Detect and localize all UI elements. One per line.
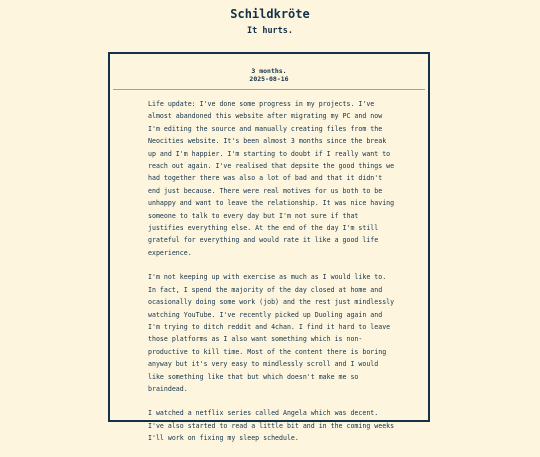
post-paragraph-1: Life update: I've done some progress in my projects. I've almost abandoned this website after migrating my PC and now I'm editing the source and manually creating files from the Neocities website. It's been almost 3 months since the break up and I'm happier. I'm starting to doubt if I really want to reach out again. I've realised that depsite the good things we had together there was also a lot of bad and that it didn't end just because. There were real motives for us both to be unhappy and want to leave the relationship. It was nice having someone to talk to every day but I'm not sure if that justifies everything else. At the end of the day I'm still grateful for everything and would rate it like a good life experience. (148, 100, 395, 257)
post-paragraph-3: I watched a netflix series called Angela which was decent. I've also started to read a little bit and in the coming weeks I'll work on fixing my sleep schedule. (148, 409, 395, 443)
site-title: Schildkröte (230, 7, 310, 21)
blog-post (108, 52, 430, 443)
post-divider (113, 89, 425, 90)
post-date: 2025-08-16 (249, 75, 289, 83)
site-subtitle: It hurts. (246, 26, 294, 36)
post-paragraph-2: I'm not keeping up with exercise as much as I would like to. In fact, I spend the majority of the day closed at home and ocasionally doing some work (job) and the rest just mindlessly watching YouTube. I've recently picked up Duoling again and I'm trying to ditch reddit and 4chan. I find it hard to leave those platforms as I also want something which is non-productive to kill time. Most of the content there is boring anyway but it's very easy to mindlessly scroll and I would like something like that but which doesn't make me so braindead. (148, 273, 395, 393)
post-heading: 3 months. (251, 67, 287, 75)
post-body (148, 98, 398, 457)
